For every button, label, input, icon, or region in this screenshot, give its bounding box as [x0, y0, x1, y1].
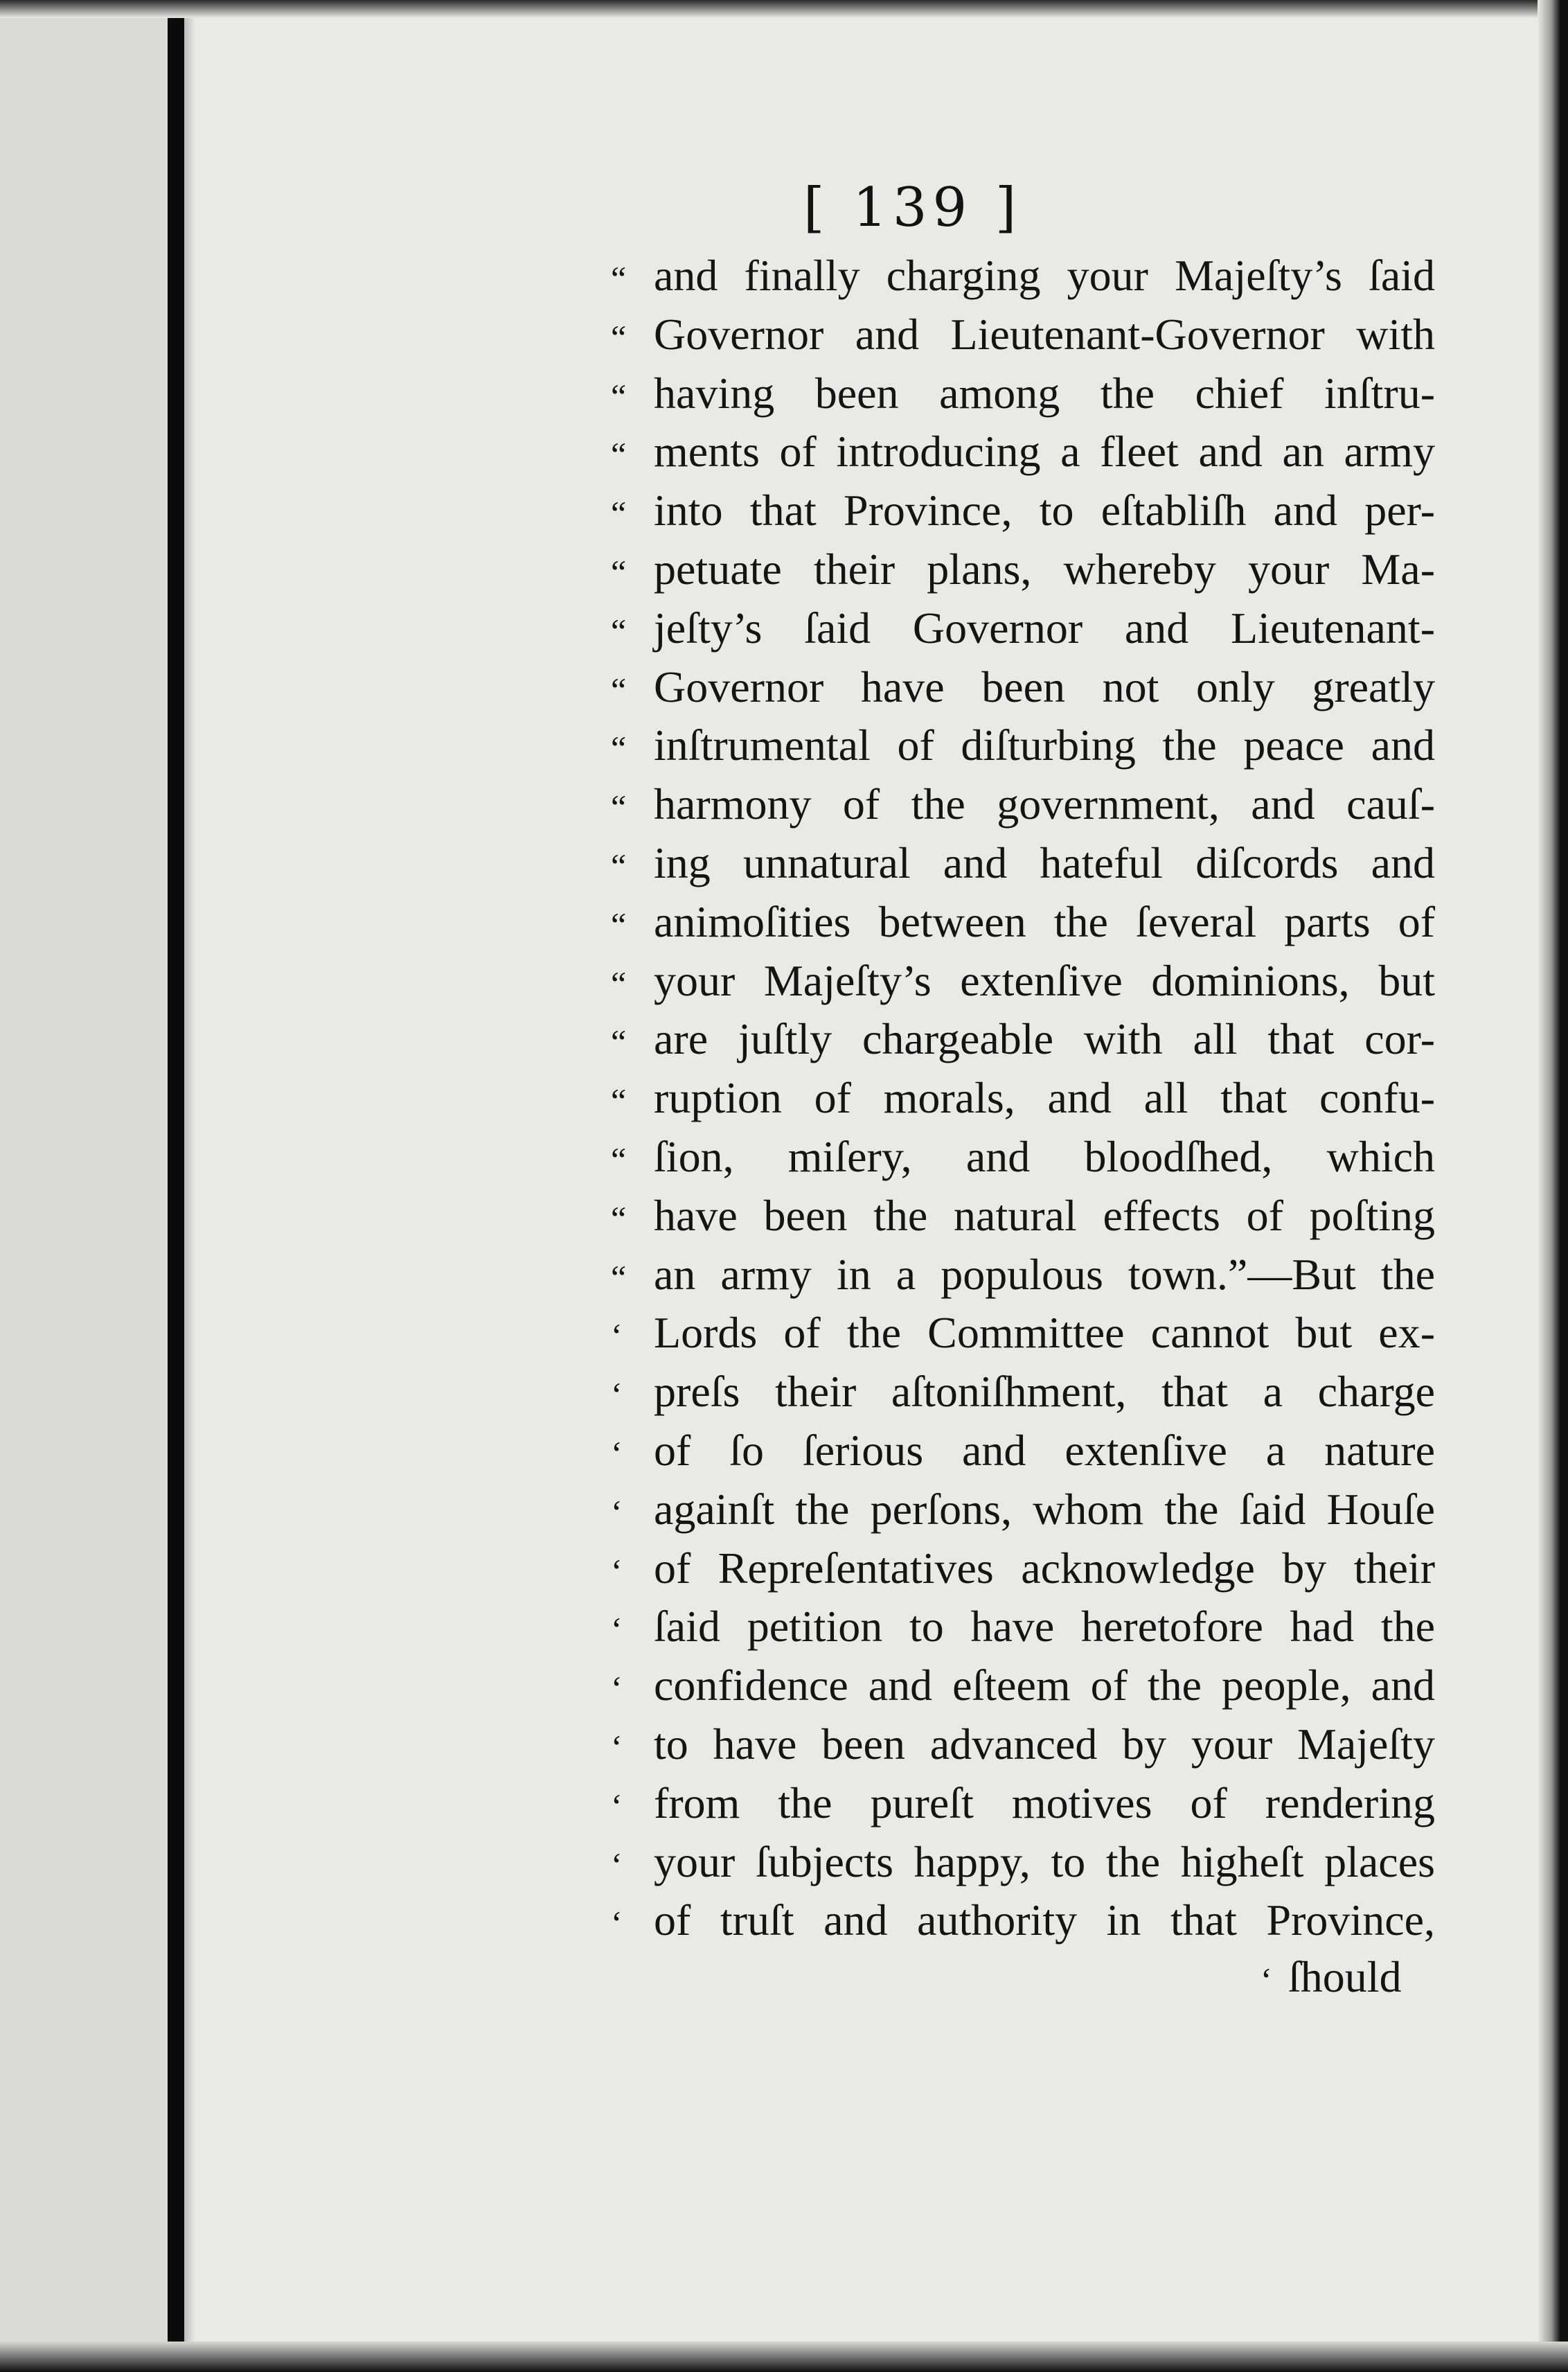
text-line	[611, 306, 1435, 364]
quote-mark: “	[611, 317, 627, 357]
line-text: ments of introducing a fleet and an army	[654, 427, 1435, 477]
line-text: to have been advanced by your Majeſty	[654, 1719, 1435, 1769]
quote-mark: “	[611, 788, 627, 827]
quote-mark: “	[611, 435, 627, 475]
text-line	[611, 1774, 1435, 1833]
line-text: ſion, miſery, and bloodſhed, which	[654, 1131, 1435, 1181]
quote-mark: ‘	[611, 1845, 623, 1884]
quote-mark: ‘	[611, 1669, 623, 1708]
quote-mark: “	[611, 376, 627, 416]
line-text: ing unnatural and hateful diſcords and	[654, 838, 1435, 887]
quote-mark: ‘	[611, 1316, 623, 1356]
text-line	[611, 893, 1435, 952]
text-line	[611, 423, 1435, 481]
text-line	[611, 1715, 1435, 1774]
quote-mark: “	[611, 1081, 627, 1121]
line-text: into that Province, to eſtabliſh and per-	[654, 486, 1435, 536]
text-line	[611, 481, 1435, 540]
quote-mark: “	[611, 552, 627, 592]
top-page-edge	[0, 0, 1568, 18]
text-line	[611, 540, 1435, 599]
line-text: confidence and eſteem of the people, and	[654, 1661, 1435, 1710]
text-line	[611, 1422, 1435, 1480]
line-text: of ſo ſerious and extenſive a nature	[654, 1425, 1435, 1475]
line-text: petuate their plans, whereby your Ma-	[654, 544, 1435, 594]
text-line	[611, 952, 1435, 1011]
line-text: from the pureſt motives of rendering	[654, 1778, 1435, 1827]
text-line	[611, 1539, 1435, 1598]
quote-mark: “	[611, 259, 627, 298]
text-line	[611, 599, 1435, 658]
text-line	[611, 1363, 1435, 1422]
quote-mark: ‘	[611, 1433, 623, 1473]
quote-mark: ‘	[611, 1904, 623, 1943]
line-text: an army in a populous town.”—But the	[654, 1249, 1435, 1299]
line-text: your ſubjects happy, to the higheſt places	[654, 1836, 1435, 1886]
quote-mark: ‘	[611, 1786, 623, 1825]
right-page-edge	[1538, 0, 1568, 2372]
text-line	[611, 364, 1435, 423]
line-text: are juſtly chargeable with all that cor-	[654, 1014, 1435, 1064]
quote-mark: ‘	[611, 1492, 623, 1532]
line-text: Governor and Lieutenant-Governor with	[654, 309, 1435, 359]
body-text	[611, 247, 1435, 1950]
text-line	[611, 1480, 1435, 1539]
line-text: againſt the perſons, whom the ſaid Houſe	[654, 1484, 1435, 1534]
facing-page-edge	[0, 0, 168, 2372]
line-text: harmony of the government, and cauſ-	[654, 779, 1435, 829]
quote-mark: ‘	[611, 1375, 623, 1415]
line-text: ſaid petition to have heretofore had the	[654, 1602, 1435, 1652]
quote-mark: “	[611, 1257, 627, 1297]
quote-mark: “	[611, 1023, 627, 1062]
line-text: Lords of the Committee cannot but ex-	[654, 1308, 1435, 1358]
line-text: preſs their aſtoniſhment, that a charge	[654, 1367, 1435, 1417]
text-line	[611, 1128, 1435, 1187]
quote-mark: “	[611, 729, 627, 768]
quote-mark: “	[611, 494, 627, 533]
text-line	[611, 1304, 1435, 1363]
catchword-text: ſhould	[1288, 1952, 1402, 2001]
line-text: inſtrumental of diſturbing the peace and	[654, 720, 1435, 770]
text-line	[611, 1069, 1435, 1128]
page-number-header: [ 139 ]	[803, 177, 1022, 239]
binding-gutter	[168, 0, 184, 2372]
text-line	[611, 658, 1435, 717]
text-line	[611, 834, 1435, 893]
catchword	[1260, 1951, 1402, 2010]
gutter-shadow	[184, 0, 195, 2372]
line-text: have been the natural effects of poſting	[654, 1190, 1435, 1240]
quote-mark: ‘	[611, 1610, 623, 1649]
text-line	[611, 1187, 1435, 1246]
line-text: Governor have been not only greatly	[654, 662, 1435, 711]
quote-mark: “	[611, 905, 627, 944]
quote-mark: “	[611, 670, 627, 709]
line-text: and finally charging your Majeſty’s ſaid	[654, 251, 1435, 300]
line-text: having been among the chief inſtru-	[654, 368, 1435, 418]
quote-mark: ‘	[1260, 1961, 1272, 1999]
text-line	[611, 775, 1435, 834]
quote-mark: “	[611, 1140, 627, 1179]
line-text: of Repreſentatives acknowledge by their	[654, 1543, 1435, 1593]
line-text: animoſities between the ſeveral parts of	[654, 896, 1435, 946]
bottom-page-edge	[0, 2342, 1568, 2372]
line-text: ruption of morals, and all that confu-	[654, 1073, 1435, 1123]
text-line	[611, 1246, 1435, 1304]
text-line	[611, 1597, 1435, 1656]
line-text: jeſty’s ſaid Governor and Lieutenant-	[654, 603, 1435, 653]
quote-mark: “	[611, 611, 627, 650]
quote-mark: “	[611, 1198, 627, 1238]
text-line	[611, 247, 1435, 306]
text-line	[611, 1891, 1435, 1950]
text-line	[611, 1833, 1435, 1892]
line-text: of truſt and authority in that Province,	[654, 1895, 1435, 1945]
text-line	[611, 1010, 1435, 1069]
quote-mark: “	[611, 846, 627, 885]
quote-mark: ‘	[611, 1727, 623, 1767]
text-line	[611, 716, 1435, 775]
line-text: your Majeſty’s extenſive dominions, but	[654, 955, 1435, 1005]
text-line	[611, 1656, 1435, 1715]
quote-mark: ‘	[611, 1551, 623, 1591]
quote-mark: “	[611, 964, 627, 1003]
